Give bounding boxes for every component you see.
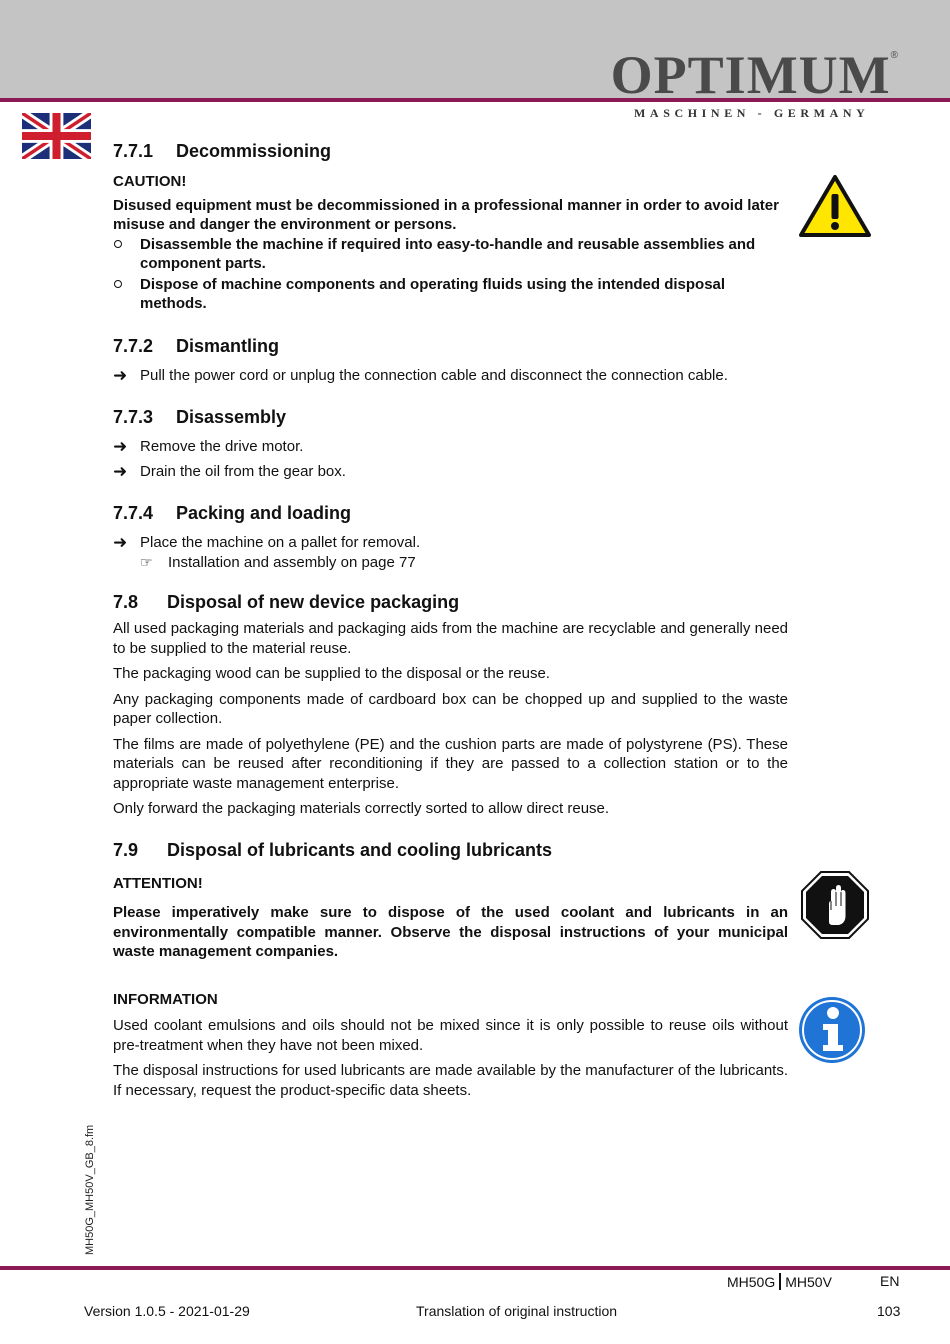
footer-divider xyxy=(0,1266,950,1270)
attention-text: Please imperatively make sure to dispose of the used coolant and lubricants in an environmentally compatible manner. Observe the disposal instructions of your municipal waste management companies. xyxy=(113,904,788,960)
footer-language: EN xyxy=(880,1273,900,1289)
brand-registered-mark: ® xyxy=(890,50,898,61)
section-heading-7-7-4 xyxy=(113,502,788,524)
list-item: ➜ Remove the drive motor. xyxy=(113,437,304,456)
paragraph: The films are made of polyethylene (PE) and the cushion parts are made of polystyrene (PS). These materials can be reused after reconditioning if they are passed to a collection station or to the appropriate waste management enterprise. xyxy=(113,735,788,792)
section-number: 7.7.2 xyxy=(113,335,154,356)
section-title: Disassembly xyxy=(176,407,287,427)
paragraph: The packaging wood can be supplied to the disposal or the reuse. xyxy=(113,665,550,682)
section-heading-7-7-1 xyxy=(113,140,788,162)
caution-text: Disused equipment must be decommissioned in a professional manner in order to avoid later misuse and danger the environment or persons. xyxy=(113,196,779,233)
section-title: Decommissioning xyxy=(176,141,332,161)
section-heading-7-7-2 xyxy=(113,335,788,357)
section-number: 7.7.4 xyxy=(113,503,154,523)
section-heading-7-7-3 xyxy=(113,406,788,428)
brand-name: OPTIMUM xyxy=(610,45,891,105)
section-number: 7.9 xyxy=(113,839,139,860)
section-title: Disposal of new device packaging xyxy=(167,592,460,612)
footer-translation-note: Translation of original instruction xyxy=(416,1303,618,1319)
section-number: 7.7.1 xyxy=(113,141,154,161)
arrow-right-icon: ➜ xyxy=(113,461,128,481)
list-item: ➜ Drain the oil from the gear box. xyxy=(113,461,346,481)
model-name: MH50G xyxy=(727,1274,776,1290)
section-heading-7-9 xyxy=(113,839,788,861)
uk-flag-icon xyxy=(22,113,91,159)
bullet-circle-icon xyxy=(114,240,122,248)
information-label: INFORMATION xyxy=(113,990,218,1008)
footer-model xyxy=(727,1273,832,1290)
section-number: 7.7.3 xyxy=(113,407,154,427)
model-separator xyxy=(779,1273,781,1290)
main-content xyxy=(113,140,788,1100)
section-number: 7.8 xyxy=(113,592,139,612)
attention-label: ATTENTION! xyxy=(113,874,203,892)
list-item: ➜ Place the machine on a pallet for removal. xyxy=(113,533,421,552)
section-title: Disposal of lubricants and cooling lubricants xyxy=(167,839,553,860)
caution-label: CAUTION! xyxy=(113,173,187,190)
brand-subtitle: MASCHINEN - GERMANY xyxy=(634,106,870,120)
paragraph: All used packaging materials and packaging aids from the machine are recyclable and generally need to be supplied to the material reuse. xyxy=(113,620,788,657)
bullet-circle-icon xyxy=(114,280,122,288)
list-item: Disassemble the machine if required into easy-to-handle and reusable assemblies and component parts. xyxy=(113,235,788,274)
footer-page-number: 103 xyxy=(877,1303,901,1319)
arrow-right-icon: ➜ xyxy=(113,365,128,385)
stop-hand-icon xyxy=(800,870,870,940)
arrow-right-icon: ➜ xyxy=(113,533,128,552)
paragraph: Only forward the packaging materials correctly sorted to allow direct reuse. xyxy=(113,800,610,817)
info-icon xyxy=(797,995,867,1065)
paragraph: The disposal instructions for used lubricants are made available by the manufacturer of the lubricants. If necessary, request the product-specific data sheets. xyxy=(113,1062,788,1099)
paragraph: Any packaging components made of cardboard box can be chopped up and supplied to the waste paper collection. xyxy=(113,690,788,727)
section-title: Packing and loading xyxy=(176,503,352,523)
brand-logo xyxy=(610,45,898,105)
file-name-label: MH50G_MH50V_GB_8.fm xyxy=(84,1124,96,1255)
section-heading-7-8 xyxy=(113,591,788,613)
pointing-hand-icon: ☞ xyxy=(140,553,153,570)
warning-triangle-icon xyxy=(799,174,871,238)
cross-reference-link[interactable]: ☞ Installation and assembly on page 77 xyxy=(140,553,416,571)
section-title: Dismantling xyxy=(176,335,280,356)
arrow-right-icon: ➜ xyxy=(113,437,128,456)
model-name: MH50V xyxy=(785,1274,832,1290)
paragraph: Used coolant emulsions and oils should not be mixed since it is only possible to reuse oils without pre-treatment when they have not been mixed. xyxy=(113,1017,788,1054)
list-item: ➜ Pull the power cord or unplug the connection cable and disconnect the connection cable. xyxy=(113,365,728,385)
footer-version: Version 1.0.5 - 2021-01-29 xyxy=(84,1303,250,1319)
list-item: Dispose of machine components and operating fluids using the intended disposal methods. xyxy=(113,275,788,314)
